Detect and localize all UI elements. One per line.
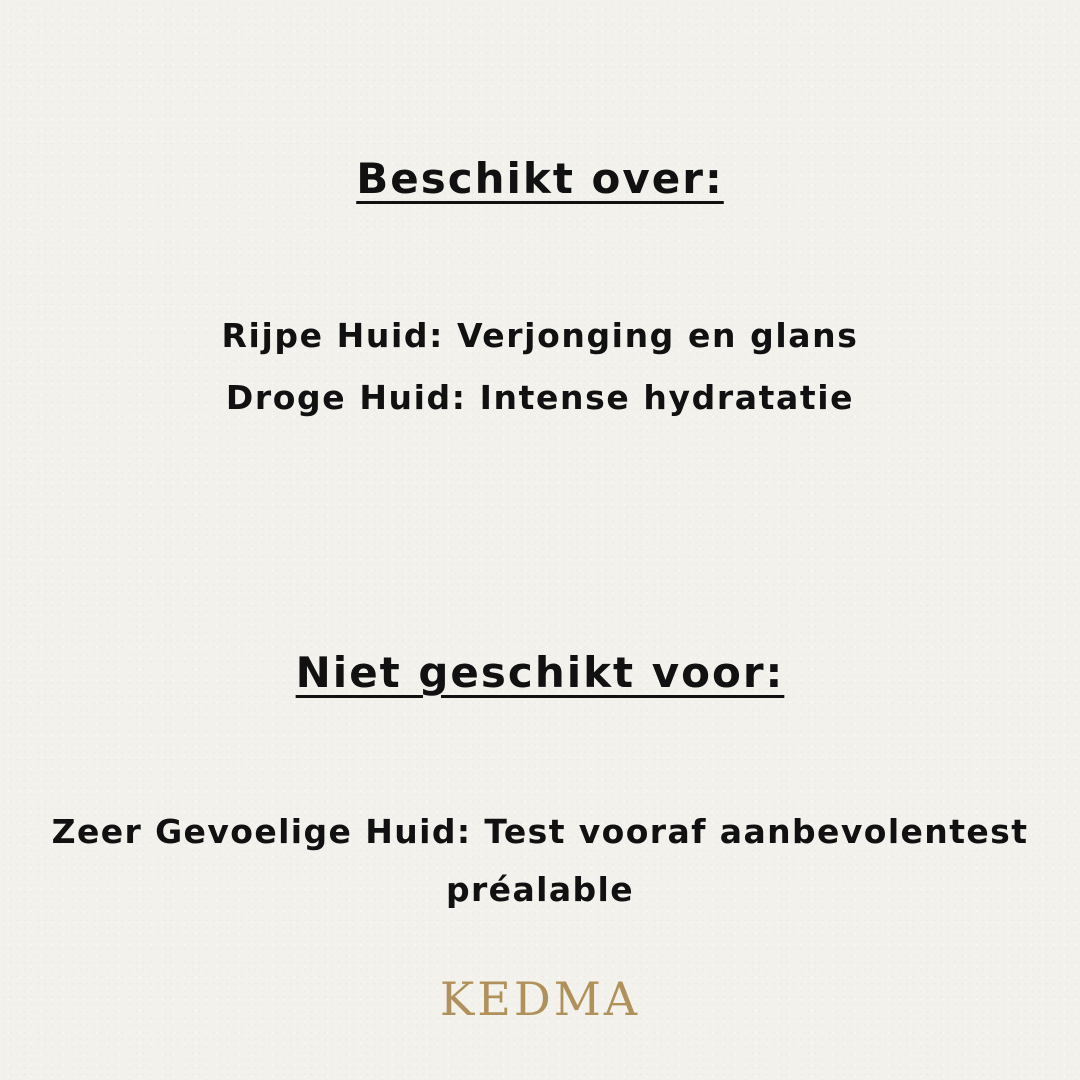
list-item: Zeer Gevoelige Huid: Test vooraf aanbevolentest préalable: [51, 812, 1029, 909]
suitable-heading: Beschikt over:: [356, 154, 724, 203]
unsuitable-heading: Niet geschikt voor:: [295, 648, 785, 697]
brand-logo: KEDMA: [439, 972, 641, 1026]
list-item: Rijpe Huid: Verjonging en glans: [221, 316, 859, 355]
list-item: Droge Huid: Intense hydratatie: [225, 378, 855, 417]
suitable-list: [0, 305, 1080, 429]
unsuitable-list: [20, 803, 1060, 919]
